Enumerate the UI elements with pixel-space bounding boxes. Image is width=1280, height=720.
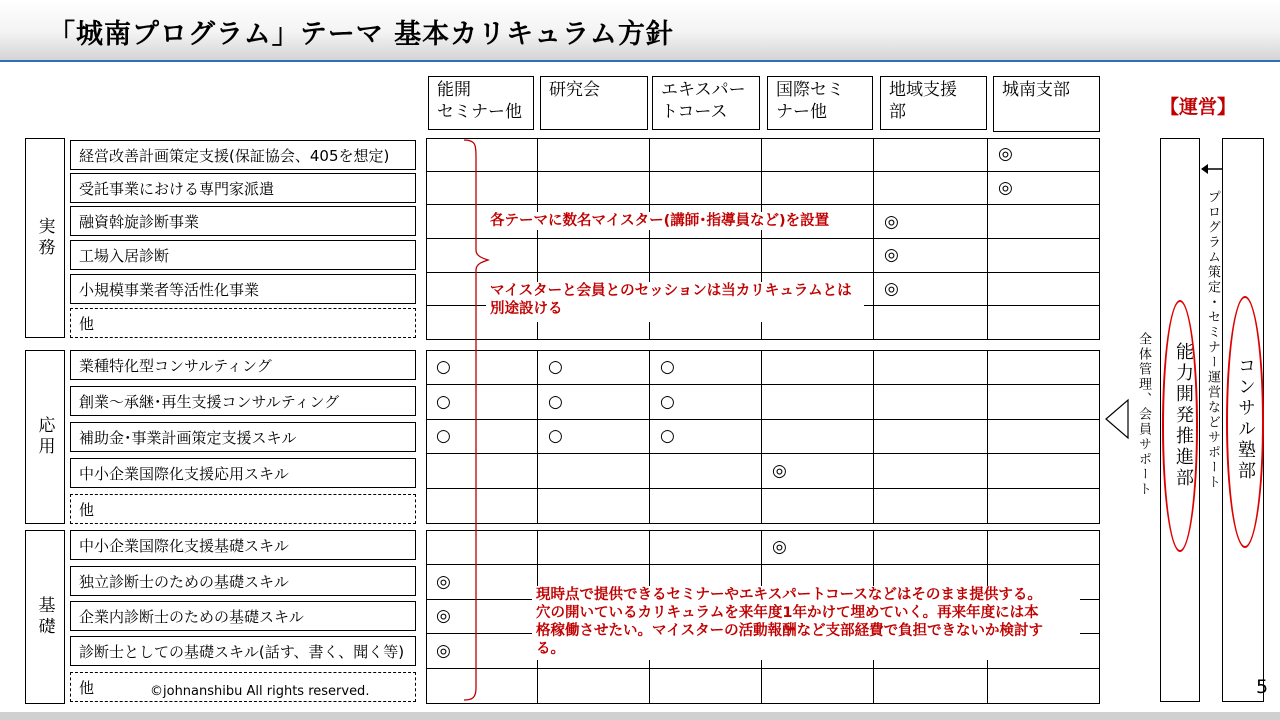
grid-cell <box>874 454 988 489</box>
grid-cell <box>762 138 874 172</box>
row-label: 診断士としての基礎スキル(話す、書く、聞く等) <box>70 636 416 666</box>
grid-mark: ○ <box>660 356 675 377</box>
row-label: 補助金･事業計画策定支援スキル <box>70 422 416 452</box>
grid-cell <box>874 273 988 307</box>
grid-cell <box>762 239 874 273</box>
grid-mark: ◎ <box>884 211 899 232</box>
category-ouyou: 応用 <box>25 350 65 524</box>
grid-cell <box>874 350 988 385</box>
nouryoku-circle <box>1162 300 1198 552</box>
grid-cell <box>988 454 1100 489</box>
row-label: 受託事業における専門家派遣 <box>70 173 416 203</box>
consul-text: コンサル塾部 <box>1235 356 1256 482</box>
grid-mark: ◎ <box>884 245 899 266</box>
column-header: 城南支部 <box>993 76 1100 132</box>
grid-cell <box>988 489 1100 524</box>
grid-cell <box>874 172 988 206</box>
note-plan: 現時点で提供できるセミナーやエキスパートコースなどはそのまま提供する。 穴の開いているカリキュラムを来年度1年かけて埋めていく。再来年度には本 格稼働させたい。マイスターの活動報酬など支部経費で負担できないか検討す る。 <box>532 586 1080 660</box>
page-title: 「城南プログラム」テーマ 基本カリキュラム方針 <box>48 19 674 50</box>
grid-cell <box>538 530 650 565</box>
column-header: エキスパー トコース <box>652 76 760 130</box>
row-label: 業種特化型コンサルティング <box>70 350 416 380</box>
zentai-text: 全体管理、会員サポート <box>1136 332 1151 497</box>
grid-mark: ○ <box>436 356 451 377</box>
note-meister: 各テーマに数名マイスター(講師･指導員など)を設置 <box>486 212 833 230</box>
grid-mark: ◎ <box>772 536 787 557</box>
row-label: 融資斡旋診断事業 <box>70 206 416 236</box>
grid-cell <box>988 530 1100 565</box>
grid-cell <box>874 239 988 273</box>
grid-mark: ○ <box>436 426 451 447</box>
grid-mark: ○ <box>436 391 451 412</box>
grid-cell <box>762 530 874 565</box>
grid-cell <box>988 306 1100 340</box>
grid-mark: ○ <box>660 426 675 447</box>
grid-cell <box>650 385 762 420</box>
left-triangle-icon <box>1104 398 1130 440</box>
grid-mark: ◎ <box>436 571 451 592</box>
grid-cell <box>988 420 1100 455</box>
row-label: 中小企業国際化支援基礎スキル <box>70 530 416 560</box>
grid-mark: ○ <box>548 356 563 377</box>
grid-mark: ◎ <box>884 278 899 299</box>
grid-cell <box>762 454 874 489</box>
grid-cell <box>538 669 650 704</box>
consul-circle <box>1226 296 1264 548</box>
row-label: 小規模事業者等活性化事業 <box>70 274 416 304</box>
copyright: ©johnanshibu All rights reserved. <box>150 684 370 699</box>
grid-cell <box>762 420 874 455</box>
program-text: プログラム策定・セミナー運営などサポート <box>1205 190 1220 490</box>
grid-cell <box>650 350 762 385</box>
grid-cell <box>538 138 650 172</box>
grid-cell <box>988 385 1100 420</box>
grid-cell <box>538 489 650 524</box>
grid-cell <box>762 669 874 704</box>
row-label: 独立診断士のための基礎スキル <box>70 566 416 596</box>
row-label: 経営改善計画策定支援(保証協会、405を想定) <box>70 140 416 170</box>
grid-cell <box>988 273 1100 307</box>
grid-cell <box>988 172 1100 206</box>
nouryoku-text: 能力開発推進部 <box>1173 342 1194 489</box>
grid-mark: ◎ <box>772 461 787 482</box>
grid-cell <box>874 385 988 420</box>
grid-cell <box>762 350 874 385</box>
row-label: 中小企業国際化支援応用スキル <box>70 458 416 488</box>
grid-cell <box>650 239 762 273</box>
category-jitsumu: 実務 <box>25 138 65 338</box>
column-header: 研究会 <box>540 76 648 130</box>
column-header: 国際セミ ナー他 <box>767 76 873 130</box>
grid-mark: ○ <box>548 426 563 447</box>
grid-cell <box>988 239 1100 273</box>
grid-cell <box>538 172 650 206</box>
grid-cell <box>538 454 650 489</box>
grid-cell <box>874 205 988 239</box>
row-label: 他 <box>70 308 416 338</box>
note-session: マイスターと会員とのセッションは当カリキュラムとは 別途設ける <box>486 282 864 322</box>
grid-cell <box>538 239 650 273</box>
grid-cell <box>650 489 762 524</box>
grid-cell <box>650 530 762 565</box>
grid-cell <box>874 669 988 704</box>
grid-cell <box>874 420 988 455</box>
grid-mark: ○ <box>660 391 675 412</box>
grid-cell <box>874 489 988 524</box>
grid-mark: ◎ <box>436 641 451 662</box>
grid-cell <box>650 138 762 172</box>
grid-cell <box>762 385 874 420</box>
column-header: 能開 セミナー他 <box>428 76 534 130</box>
arrow-left-icon <box>1200 162 1224 176</box>
row-label: 創業～承継･再生支援コンサルティング <box>70 386 416 416</box>
grid-cell <box>874 306 988 340</box>
unei-label: 【運営】 <box>1160 96 1237 118</box>
grid-cell <box>762 172 874 206</box>
grid-cell <box>874 138 988 172</box>
row-label: 企業内診断士のための基礎スキル <box>70 601 416 631</box>
grid-cell <box>538 350 650 385</box>
grid-cell <box>650 454 762 489</box>
row-label: 他 <box>70 672 416 702</box>
row-label: 他 <box>70 494 416 524</box>
grid-cell <box>650 172 762 206</box>
grid-cell <box>988 138 1100 172</box>
grid-cell <box>762 489 874 524</box>
grid-mark: ◎ <box>436 606 451 627</box>
column-header: 地域支援 部 <box>880 76 987 130</box>
grid-cell <box>650 669 762 704</box>
row-label: 工場入居診断 <box>70 240 416 270</box>
grid-mark: ○ <box>548 391 563 412</box>
grid-cell <box>538 385 650 420</box>
grid-cell <box>988 205 1100 239</box>
grid-cell <box>538 420 650 455</box>
grid-mark: ◎ <box>998 177 1013 198</box>
grid-cell <box>874 530 988 565</box>
grid-cell <box>650 420 762 455</box>
grid-mark: ◎ <box>998 144 1013 165</box>
grid-cell <box>988 669 1100 704</box>
page-number: 5 <box>1256 676 1269 698</box>
footer-bar <box>0 712 1280 720</box>
category-kiso: 基礎 <box>25 530 65 704</box>
grid-cell <box>988 350 1100 385</box>
